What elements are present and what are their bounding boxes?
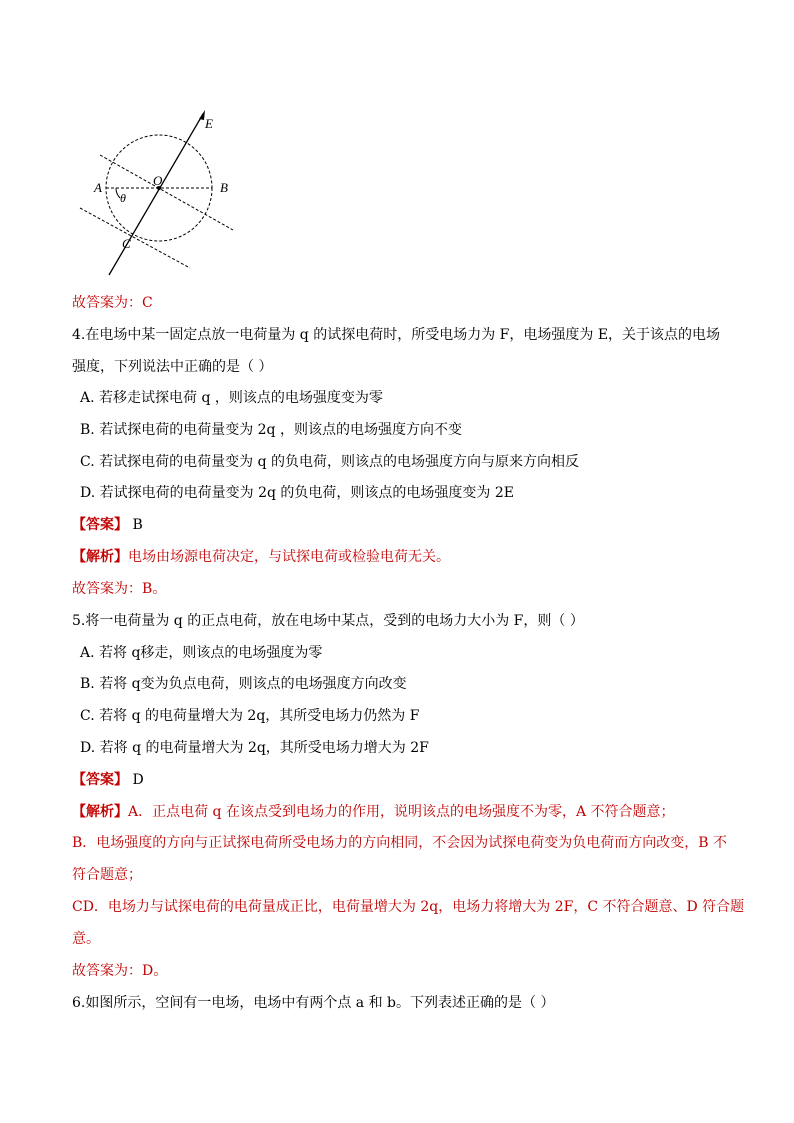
- q4-answer-line: [72, 515, 143, 535]
- q4-option-d: D. 若试探电荷的电荷量变为 2q 的负电荷，则该点的电场强度变为 2E: [80, 485, 514, 501]
- q4-option-a: A. 若移走试探电荷 q ，则该点的电场强度变为零: [80, 390, 383, 406]
- q4-answer-value: B: [128, 517, 143, 533]
- dashed-line-lower: [80, 208, 190, 268]
- q5-final-answer: 故答案为：D。: [72, 963, 168, 979]
- q5-option-c: C. 若将 q 的电荷量增大为 2q，其所受电场力仍然为 F: [80, 708, 420, 724]
- q5-stem: 5.将一电荷量为 q 的正点电荷，放在电场中某点，受到的电场力大小为 F，则（ ）: [72, 613, 584, 629]
- q4-analysis-line: [72, 547, 450, 567]
- label-theta: θ: [120, 191, 126, 205]
- q4-final-answer: 故答案为：B。: [72, 581, 167, 597]
- q4-option-b: B. 若试探电荷的电荷量变为 2q ，则该点的电场强度方向不变: [80, 422, 462, 438]
- label-c: C: [122, 236, 131, 251]
- q4-analysis-tag: 【解析】: [72, 549, 128, 565]
- q5-analysis-a: A．正点电荷 q 在该点受到电场力的作用，说明该点的电场强度不为零，A 不符合题意；: [128, 804, 675, 820]
- q5-analysis-tag: 【解析】: [72, 804, 128, 820]
- q5-answer-value: D: [128, 772, 144, 788]
- label-b: B: [220, 180, 228, 195]
- q5-answer-tag: 【答案】: [72, 772, 128, 788]
- q5-analysis-cd-line1: CD．电场力与试探电荷的电荷量成正比，电荷量增大为 2q，电场力将增大为 2F，C 不符合题意、D 符合题: [72, 899, 745, 915]
- label-o: O: [153, 173, 163, 188]
- q4-answer-tag: 【答案】: [72, 517, 128, 533]
- q4-option-c: C. 若试探电荷的电荷量变为 q 的负电荷，则该点的电场强度方向与原来方向相反: [80, 454, 579, 470]
- q5-option-d: D. 若将 q 的电荷量增大为 2q，其所受电场力增大为 2F: [80, 740, 429, 756]
- prev-answer-value: C: [142, 295, 153, 311]
- label-a: A: [94, 180, 102, 195]
- label-e: E: [205, 116, 213, 131]
- q4-analysis-text: 电场由场源电荷决定，与试探电荷或检验电荷无关。: [128, 549, 450, 565]
- q5-answer-line: [72, 770, 144, 790]
- circle-field-diagram: [70, 100, 250, 285]
- q4-stem-line2: 强度，下列说法中正确的是（ ）: [72, 359, 273, 375]
- electric-field-circle-figure: [70, 100, 250, 285]
- q5-analysis-b-line2: 符合题意；: [72, 867, 142, 883]
- q5-option-b: B. 若将 q变为负点电荷，则该点的电场强度方向改变: [80, 676, 407, 692]
- q5-analysis-b-line1: B．电场强度的方向与正试探电荷所受电场力的方向相同，不会因为试探电荷变为负电荷而方向改变，B 不: [72, 835, 728, 851]
- prev-answer-label: 故答案为：: [72, 295, 142, 311]
- q5-analysis-cd-line2: 意。: [72, 931, 100, 947]
- q6-stem: 6.如图所示，空间有一电场，电场中有两个点 a 和 b。下列表述正确的是（ ）: [72, 995, 555, 1011]
- prev-answer-line: [72, 293, 153, 313]
- q4-stem-line1: 4.在电场中某一固定点放一电荷量为 q 的试探电荷时，所受电场力为 F，电场强度为 E，关于该点的电场: [72, 327, 721, 343]
- q5-analysis-line-a: [72, 802, 675, 822]
- q5-option-a: A. 若将 q移走，则该点的电场强度为零: [80, 645, 323, 661]
